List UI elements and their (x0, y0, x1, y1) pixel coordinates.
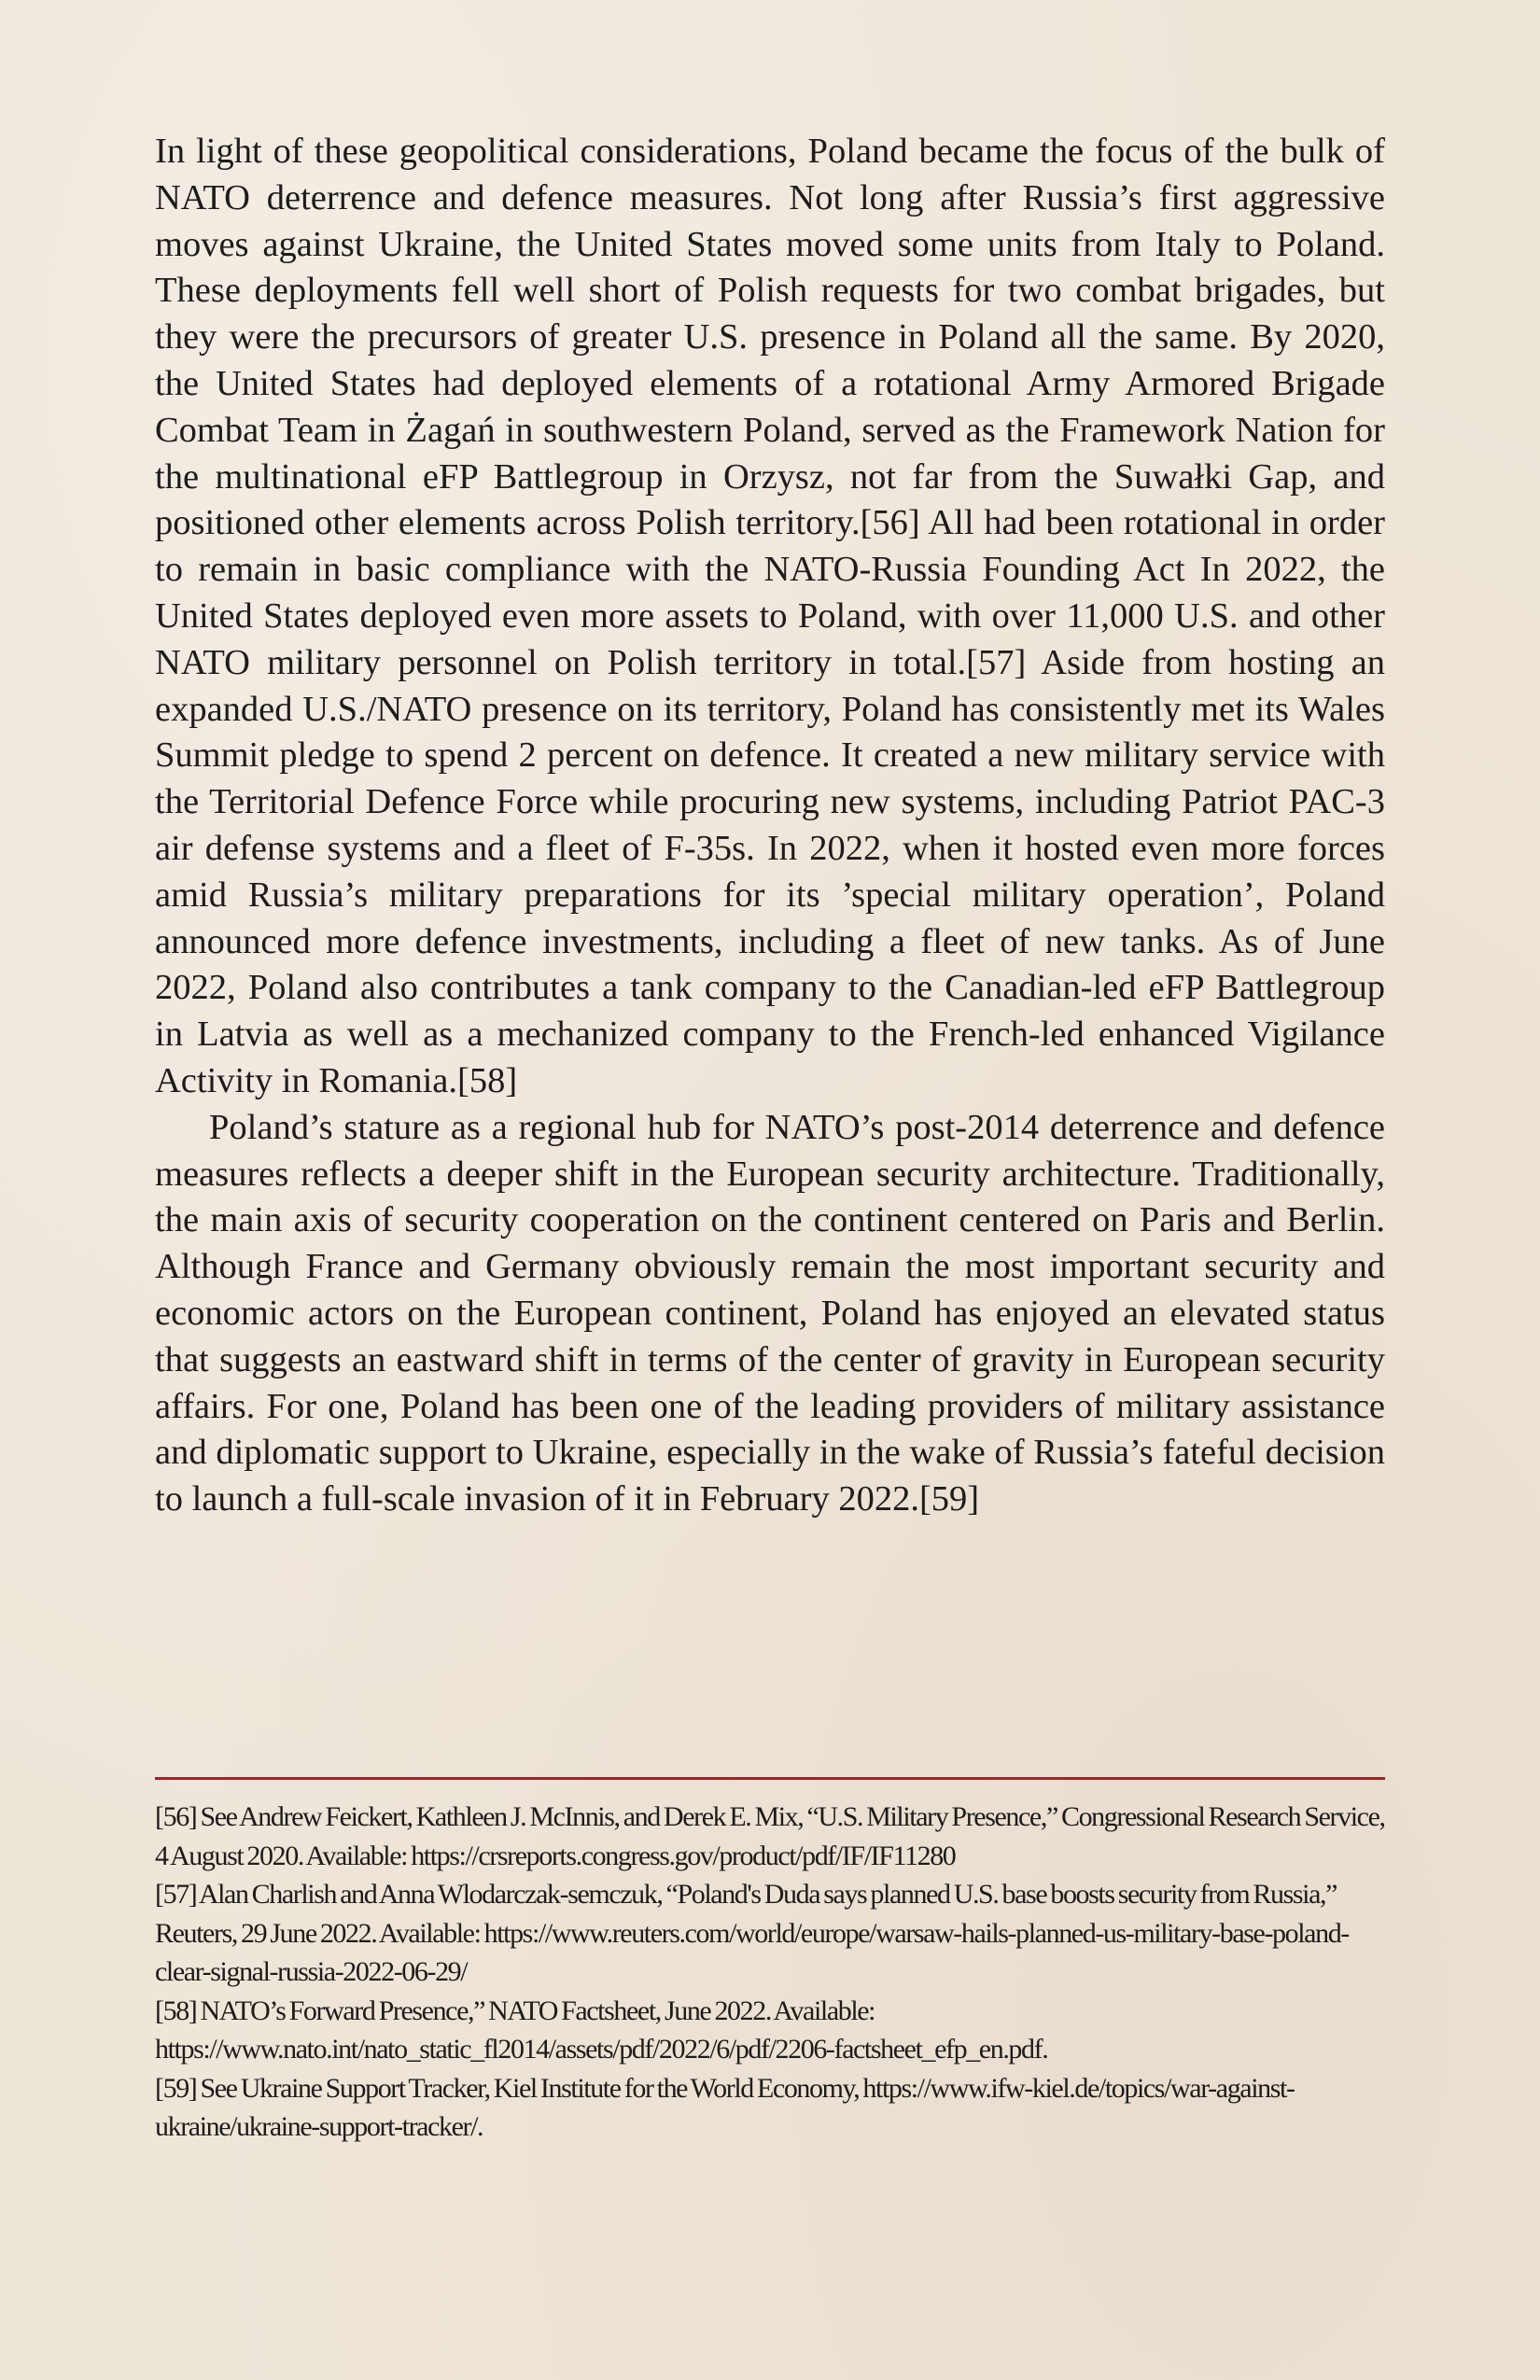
footnote-divider (155, 1777, 1385, 1780)
body-paragraph-2: Poland’s stature as a regional hub for NATO’s post-2014 deterrence and defence measures reflects a deeper shift in the European security architecture. Traditionally, the main axis of security cooperation on the continent centered on Paris and Berlin. Although France and Germany obviously remain the most important security and economic actors on the European continent, Poland has enjoyed an elevated status that suggests an eastward shift in terms of the center of gravity in European security affairs. For one, Poland has been one of the leading providers of military assistance and diplomatic support to Ukraine, especially in the wake of Russia’s fateful decision to launch a full-scale invasion of it in February 2022.[59] (155, 1107, 1385, 1519)
footnote-59: [59] See Ukraine Support Tracker, Kiel Institute for the World Economy, https://www.ifw-kiel.de/topics/war-against-ukraine/ukraine-support-tracker/. (155, 2072, 1295, 2142)
footnotes (155, 1798, 1396, 2147)
body-paragraph-1: In light of these geopolitical considerations, Poland became the focus of the bulk of NATO deterrence and defence measures. Not long after Russia’s first aggressive moves against Ukraine, the United States moved some units from Italy to Poland. These deployments fell well short of Polish requests for two combat brigades, but they were the precursors of greater U.S. presence in Poland all the same. By 2020, the United States had deployed elements of a rotational Army Armored Brigade Combat Team in Żagań in southwestern Poland, served as the Framework Nation for the multinational eFP Battlegroup in Orzysz, not far from the Suwałki Gap, and positioned other elements across Polish territory.[56] All had been rotational in order to remain in basic compliance with the NATO-Russia Founding Act In 2022, the United States deployed even more assets to Poland, with over 11,000 U.S. and other NATO military personnel on Polish territory in total.[57] Aside from hosting an expanded U.S./NATO presence on its territory, Poland has consistently met its Wales Summit pledge to spend 2 percent on defence. It created a new military service with the Territorial Defence Force while procuring new systems, including Patriot PAC-3 air defense systems and a fleet of F-35s. In 2022, when it hosted even more forces amid Russia’s military preparations for its ’special military operation’, Poland announced more defence investments, including a fleet of new tanks. As of June 2022, Poland also contributes a tank company to the Canadian-led eFP Battlegroup in Latvia as well as a mechanized company to the French-led enhanced Vigilance Activity in Romania.[58] (155, 132, 1385, 1100)
footnote-57: [57] Alan Charlish and Anna Wlodarczak-semczuk, “Poland's Duda says planned U.S. base boosts security from Russia,” Reuters, 29 June 2022. Available: https://www.reuters.com/world/europe/warsaw-hails-planned-us-military-base-poland-clear-signal-russia-2022-06-29/ (155, 1879, 1349, 1987)
body-text (155, 129, 1385, 1523)
footnote-58: [58] NATO’s Forward Presence,” NATO Factsheet, June 2022. Available: https://www.nato.int/nato_static_fl2014/assets/pdf/2022/6/pdf/2206-factsheet_efp_en.pdf. (155, 1995, 1048, 2065)
footnote-56: [56] See Andrew Feickert, Kathleen J. McInnis, and Derek E. Mix, “U.S. Military Presence,” Congressional Research Service, 4 August 2020. Available: https://crsreports.congress.gov/product/pdf/IF/IF11280 (155, 1801, 1385, 1871)
